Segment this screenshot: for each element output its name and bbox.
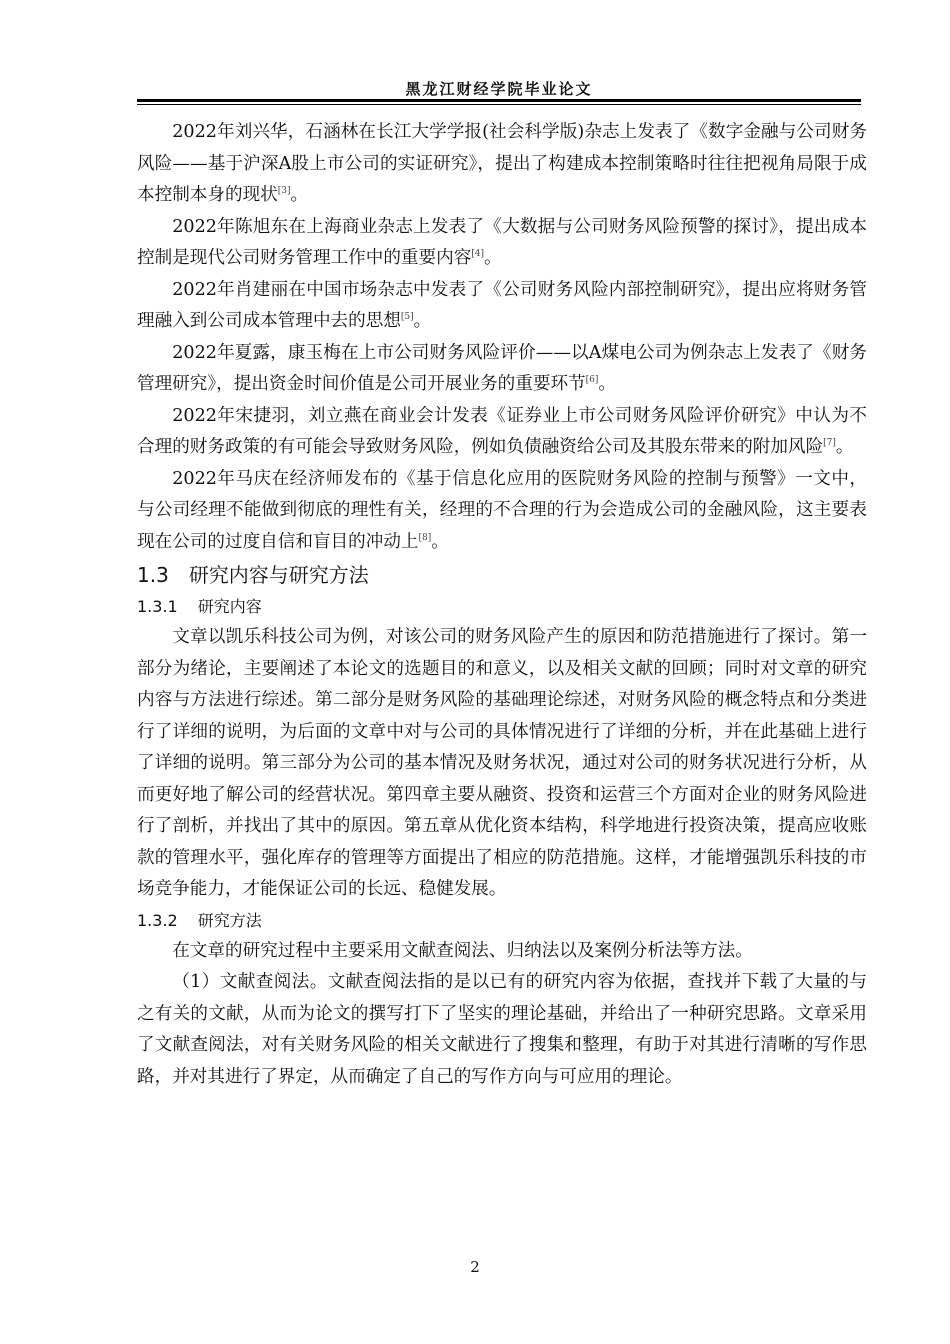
page-body [137,117,867,1093]
section-heading [137,558,867,592]
subsection-title: 研究内容 [197,597,262,616]
subsection-heading [137,592,867,622]
citation-ref: [7] [823,438,836,448]
paragraph: 2022年肖建丽在中国市场杂志中发表了《公司财务风险内部控制研究》，提出应将财务管理融入到公司成本管理中去的思想[5]。 [137,279,867,331]
subsection-number: 1.3.1 [137,597,178,616]
paragraph: 在文章的研究过程中主要采用文献查阅法、归纳法以及案例分析法等方法。 [172,940,753,961]
paragraph: 2022年刘兴华，石涵林在长江大学学报(社会科学版)杂志上发表了《数字金融与公司财务风险——基于沪深A股上市公司的实证研究》，提出了构建成本控制策略时往往把视角局限于成本控制本身的现状[3]。 [137,122,867,205]
paragraph: 2022年陈旭东在上海商业杂志上发表了《大数据与公司财务风险预警的探讨》，提出成本控制是现代公司财务管理工作中的重要内容[4]。 [137,216,867,268]
paragraph: 2022年马庆在经济师发布的《基于信息化应用的医院财务风险的控制与预警》一文中，与公司经理不能做到彻底的理性有关，经理的不合理的行为会造成公司的金融风险，这主要表现在公司的过度自信和盲目的冲动上[8]。 [137,468,867,552]
page-number: 2 [470,1258,480,1276]
citation-ref: [3] [277,186,291,196]
running-header: 黑龙江财经学院毕业论文 [405,80,593,98]
section-title: 研究内容与研究方法 [188,563,369,587]
paragraph: （1）文献查阅法。文献查阅法指的是以已有的研究内容为依据，查找并下载了大量的与之有关的文献，从而为论文的撰写打下了坚实的理论基础，并给出了一种研究思路。文章采用了文献查阅法，对有关财务风险的相关文献进行了搜集和整理，有助于对其进行清晰的写作思路，并对其进行了界定，从而确定了自己的写作方向与可应用的理论。 [137,972,867,1087]
citation-ref: [8] [418,532,432,543]
citation-ref: [6] [585,375,599,385]
citation-ref: [4] [471,249,485,259]
header-rule-thin [137,104,861,105]
subsection-heading [137,906,867,936]
paragraph: 2022年宋捷羽，刘立燕在商业会计发表《证券业上市公司财务风险评价研究》中认为不合理的财务政策的有可能会导致财务风险，例如负债融资给公司及其股东带来的附加风险[7]。 [137,405,867,457]
subsection-title: 研究方法 [197,910,262,930]
paragraph: 文章以凯乐科技公司为例，对该公司的财务风险产生的原因和防范措施进行了探讨。第一部分为绪论，主要阐述了本论文的选题目的和意义，以及相关文献的回顾；同时对文章的研究内容与方法进行综述。第二部分是财务风险的基础理论综述，对财务风险的概念特点和分类进行了详细的说明，为后面的文章中对与公司的具体情况进行了详细的分析，并在此基础上进行了详细的说明。第三部分为公司的基本情况及财务状况，通过对公司的财务状况进行分析，从而更好地了解公司的经营状况。第四章主要从融资、投资和运营三个方面对企业的财务风险进行了剖析，并找出了其中的原因。第五章从优化资本结构，科学地进行投资决策，提高应收账款的管理水平，强化库存的管理等方面提出了相应的防范措施。这样，才能增强凯乐科技的市场竞争能力，才能保证公司的长远、稳健发展。 [137,627,867,899]
citation-ref: [5] [400,312,414,322]
paragraph: 2022年夏露，康玉梅在上市公司财务风险评价——以A煤电公司为例杂志上发表了《财务管理研究》，提出资金时间价值是公司开展业务的重要环节[6]。 [137,342,867,394]
subsection-number: 1.3.2 [137,910,178,930]
header-rule-thick [137,99,861,102]
section-number: 1.3 [137,563,169,587]
